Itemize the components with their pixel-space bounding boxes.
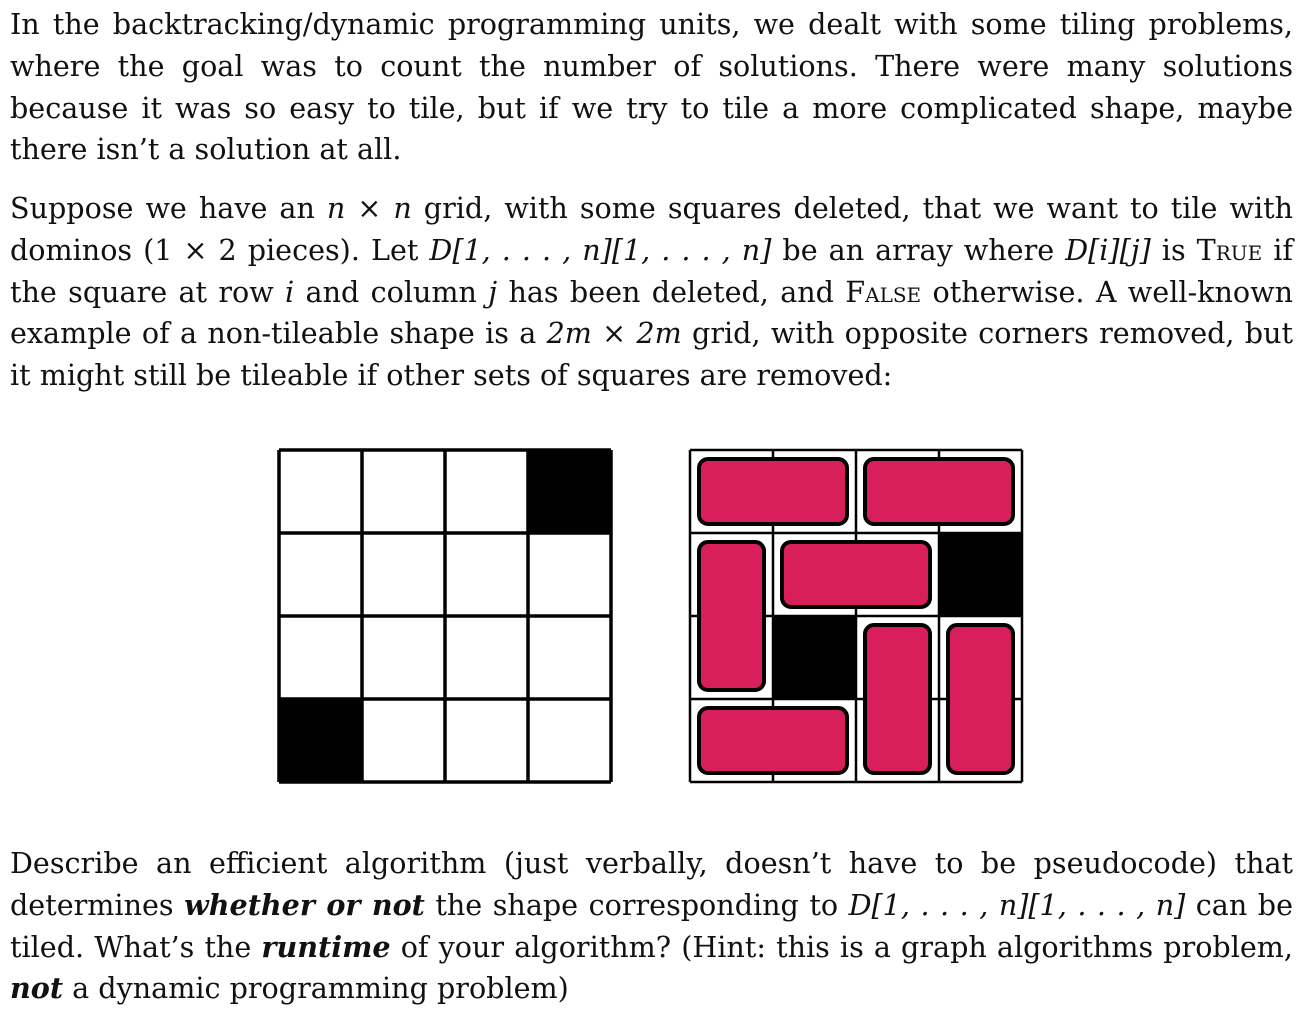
untiled-grid [277,448,613,784]
false-word: False [845,274,922,309]
text-span: otherwise. A well-known example of a non-tileable shape is a [10,274,1293,351]
math-i: i [285,274,295,309]
text-span: the shape corresponding to [424,887,849,922]
text-span: be an array where [771,232,1066,267]
text-span: a dynamic programming problem) [63,971,569,1006]
text-span: of your algorithm? (Hint: this is a graph algorithms problem, [390,929,1294,964]
tiled-grid [688,448,1024,784]
domino-piece [948,625,1013,773]
emphasis-not: not [10,971,64,1006]
deleted-square [279,699,362,782]
text-span: grid, with some squares deleted, that we want to tile with dominos (1 × 2 pieces). Let [10,191,1293,267]
problem-paragraph [10,188,1293,397]
question-paragraph [10,843,1293,1010]
text-span: Suppose we have an [10,191,327,225]
math-n-by-n: n × n [326,191,412,225]
text-span: grid, with opposite corners removed, but it might still be tileable if other sets of squares are removed: [10,316,1294,393]
domino-piece [865,625,930,773]
math-array-d: D[1, . . . , n][1, . . . , n] [848,887,1186,922]
domino-piece [782,542,930,607]
domino-piece [865,459,1013,524]
text-span: has been deleted, and [497,274,846,309]
math-j: j [488,274,498,309]
text-span: Describe an efficient algorithm (just verbally, doesn’t have to be pseudocode) that determines [10,846,1293,922]
math-d-i-j: D[i][j] [1065,232,1151,267]
intro-paragraph: In the backtracking/dynamic programming units, we dealt with some tiling problems, where the goal was to count the number of solutions. There were many solutions because it was so easy to tile, but if we try to tile a more complicated shape, maybe there isn’t a solution at all. [10,7,1293,167]
text-span: can be tiled. What’s the [10,887,1293,964]
text-span: is [1150,232,1197,267]
emphasis-runtime: runtime [261,929,391,964]
domino-piece [699,542,764,690]
math-array-d: D[1, . . . , n][1, . . . , n] [429,232,772,267]
emphasis-whether-or-not: whether or not [184,887,425,922]
deleted-square [773,616,856,699]
true-word: True [1196,232,1263,267]
tiling-figure [277,448,1027,784]
math-2m-by-2m: 2m × 2m [546,316,682,351]
text-span: if the square at row [10,232,1294,309]
domino-piece [699,708,847,773]
text-span: and column [294,274,489,309]
domino-piece [699,459,847,524]
deleted-square [528,450,611,533]
deleted-square [939,533,1022,616]
